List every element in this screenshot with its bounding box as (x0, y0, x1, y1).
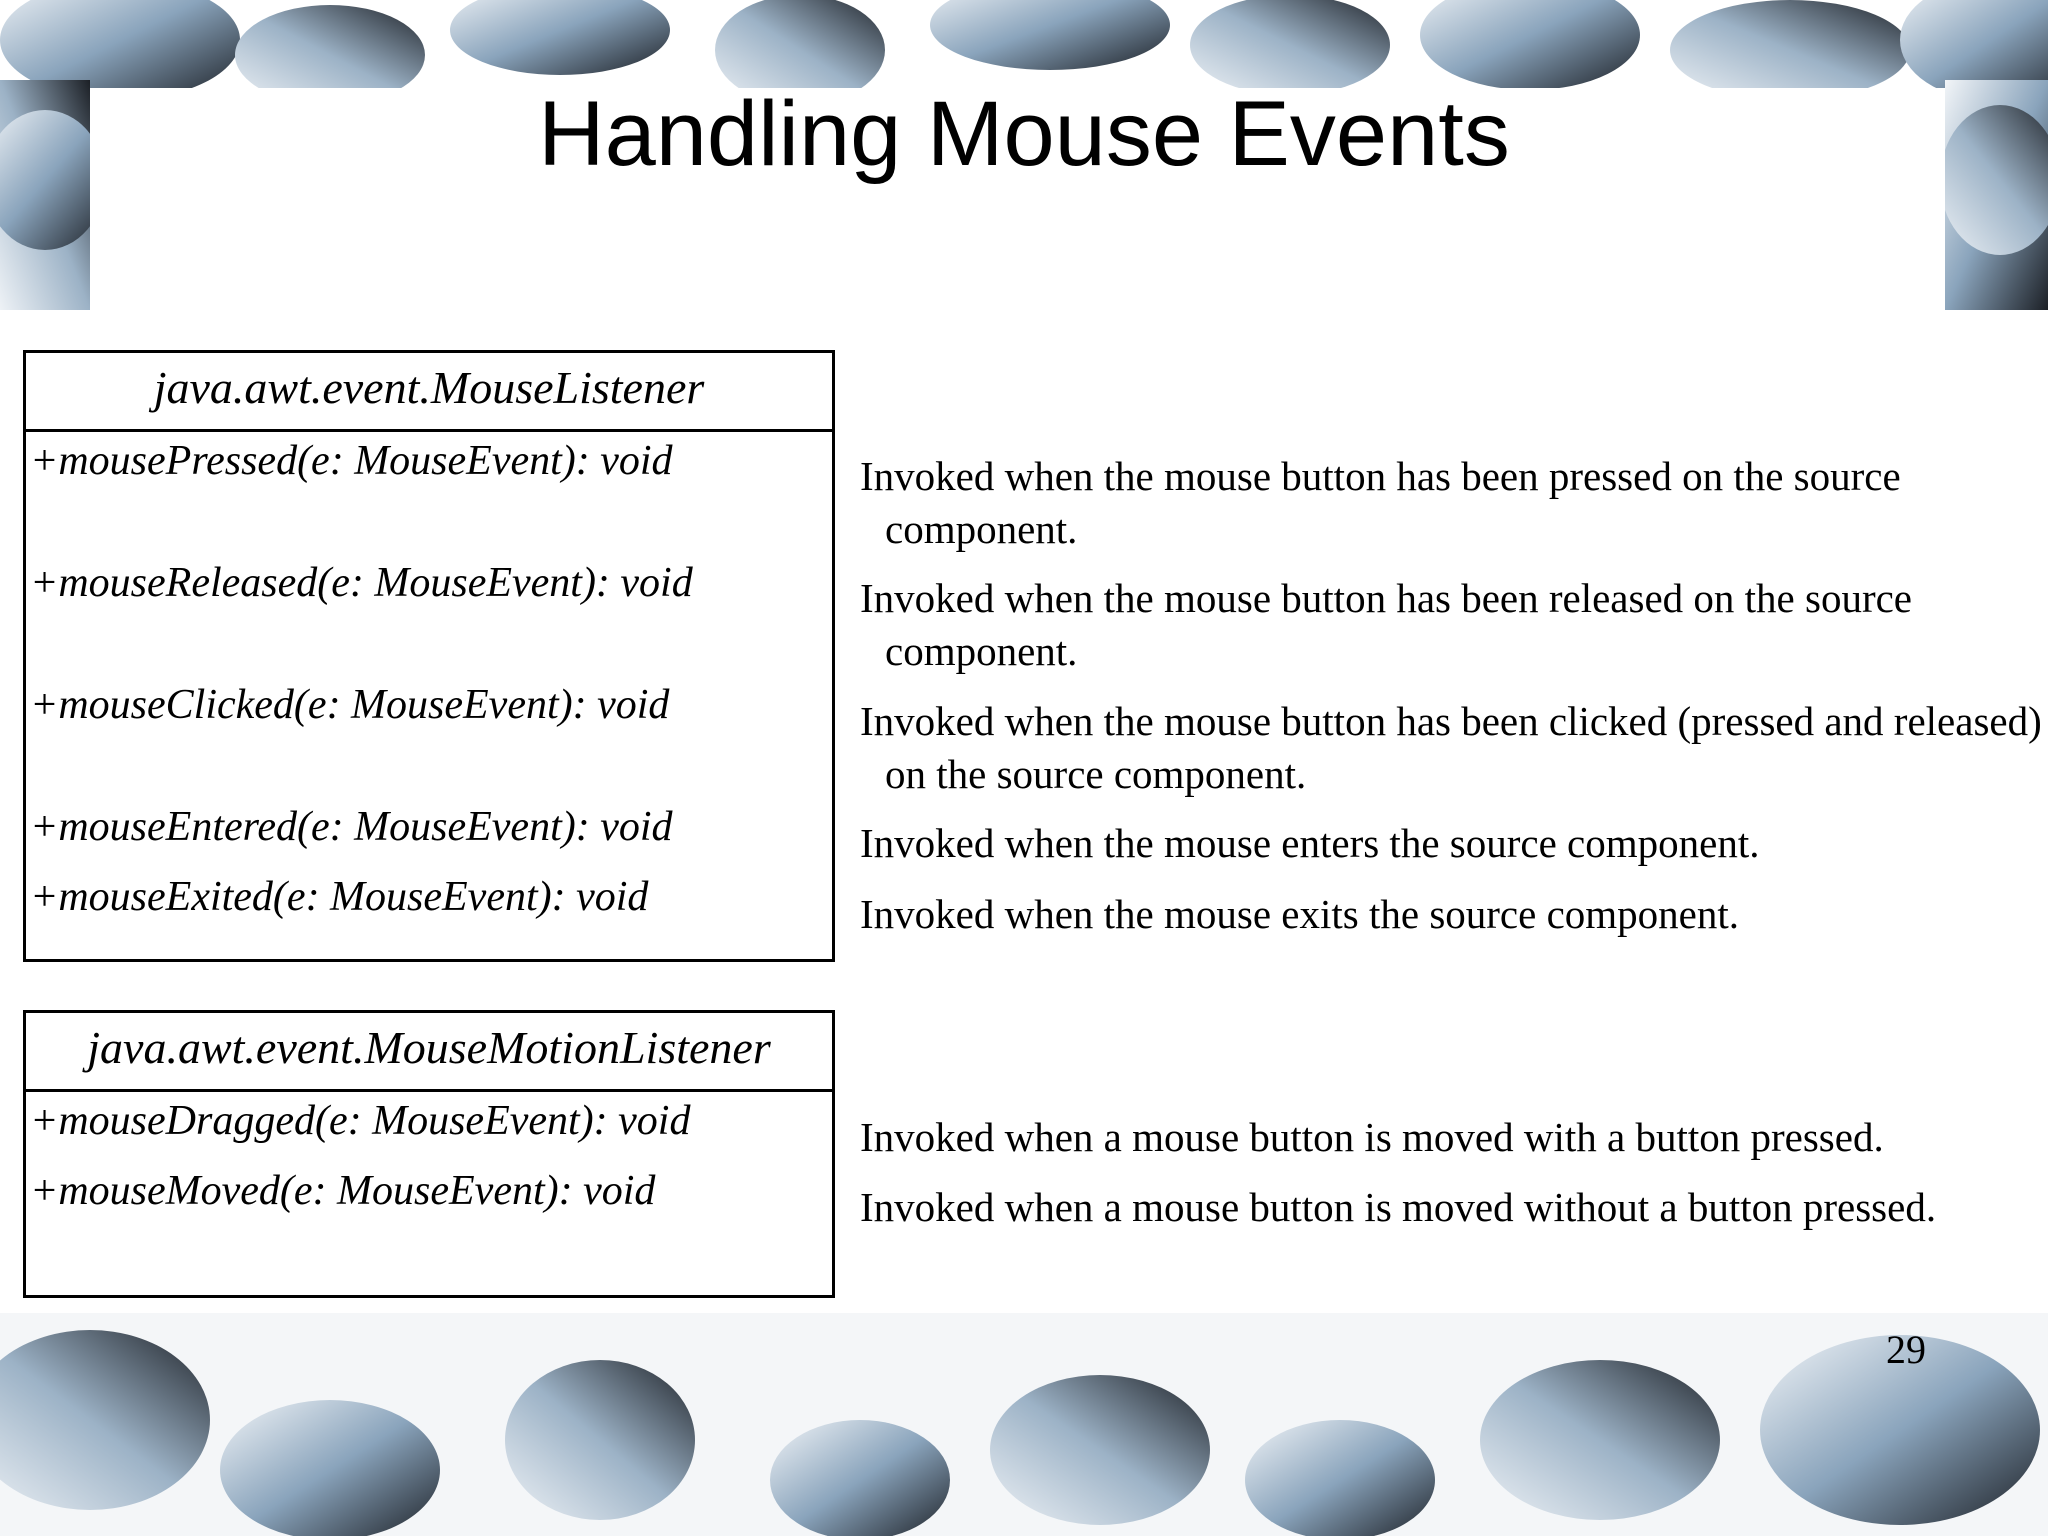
method-mouse-moved: +mouseMoved(e: MouseEvent): void (30, 1168, 656, 1214)
desc-mouse-clicked: Invoked when the mouse button has been clicked (pressed and released) on the source component. (860, 698, 2042, 797)
desc-mouse-moved: Invoked when a mouse button is moved without a button pressed. (860, 1184, 1937, 1230)
desc-mouse-released: Invoked when the mouse button has been released on the source component. (860, 575, 1913, 674)
desc-mouse-pressed: Invoked when the mouse button has been pressed on the source component. (860, 453, 1901, 552)
page-number: 29 (1886, 1327, 1926, 1372)
method-mouse-pressed: +mousePressed(e: MouseEvent): void (30, 438, 673, 484)
method-mouse-clicked: +mouseClicked(e: MouseEvent): void (30, 682, 670, 728)
mouse-listener-uml-box (23, 350, 835, 962)
method-mouse-released: +mouseReleased(e: MouseEvent): void (30, 560, 693, 606)
method-mouse-dragged: +mouseDragged(e: MouseEvent): void (30, 1098, 691, 1144)
desc-mouse-exited: Invoked when the mouse exits the source component. (860, 891, 1739, 937)
mouse-motion-listener-interface-name: java.awt.event.MouseMotionListener (26, 1013, 832, 1092)
slide-title: Handling Mouse Events (538, 83, 1510, 185)
mouse-listener-interface-name: java.awt.event.MouseListener (26, 353, 832, 432)
method-mouse-entered: +mouseEntered(e: MouseEvent): void (30, 804, 673, 850)
method-mouse-exited: +mouseExited(e: MouseEvent): void (30, 874, 649, 920)
desc-mouse-dragged: Invoked when a mouse button is moved with a button pressed. (860, 1114, 1884, 1160)
mouse-motion-listener-uml-box (23, 1010, 835, 1298)
desc-mouse-entered: Invoked when the mouse enters the source component. (860, 820, 1760, 866)
